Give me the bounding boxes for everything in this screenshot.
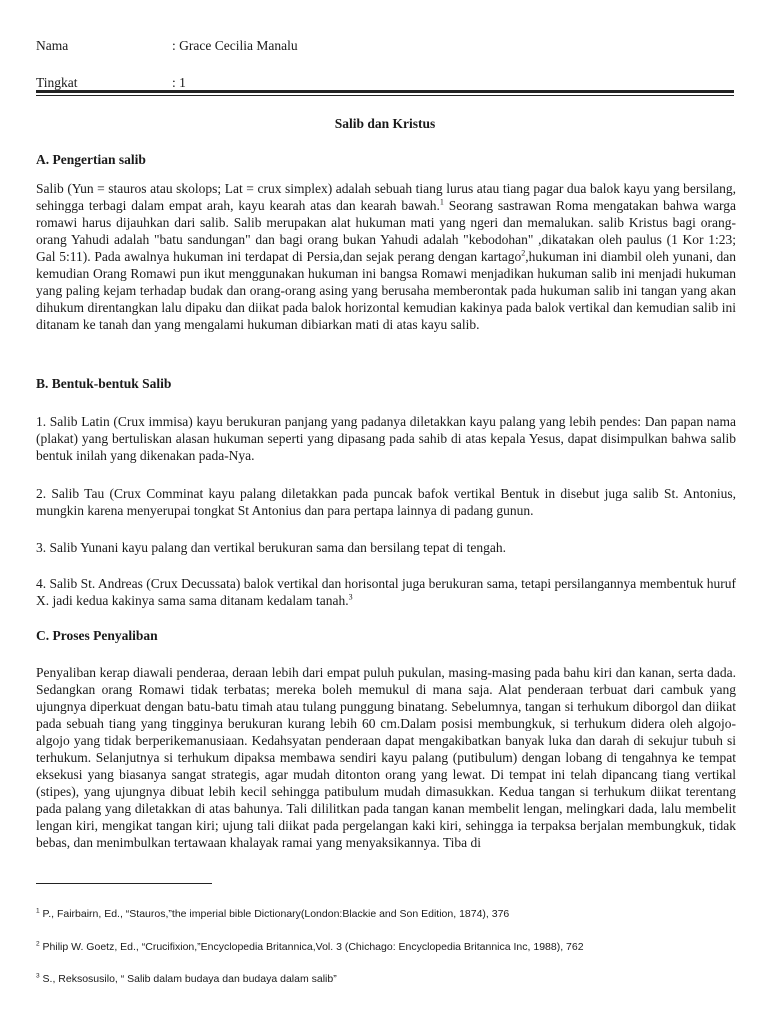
header-name-row (36, 38, 298, 54)
section-a-text-1: Salib (Yun = stauros atau skolops; Lat = crux simplex) adalah sebuah tiang lurus atau tiang pagar dua balok kayu yang bersilang, sehingga terbagi dalam empat arah, kayu kearah atas dan kearah bawah. (36, 181, 736, 213)
section-b-item-1: 1. Salib Latin (Crux immisa) kayu berukuran panjang yang padanya diletakkan kayu palang yang lebih pendes: Dan papan nama (plakat) yang bertuliskan alasan hukuman seperti yang dipasang pada sahib di atas kepala Yesus, dapat disimpulkan bahwa salib bentuk inilah yang dikenakan pada-Nya. (36, 414, 736, 463)
footnote-separator (36, 883, 212, 884)
header-rule-thin (36, 95, 734, 96)
section-a-paragraph (36, 180, 736, 333)
section-a-heading: A. Pengertian salib (36, 152, 146, 167)
footnote-2-number: 2 (36, 940, 40, 948)
document-title: Salib dan Kristus (334, 116, 436, 131)
footnote-2 (36, 941, 736, 953)
header-rule-thick (36, 90, 734, 93)
footnote-ref-3: 3 (348, 592, 353, 602)
footnote-3 (36, 973, 736, 985)
level-label: Tingkat (36, 75, 78, 90)
section-a-text-2: Seorang sastrawan Roma mengatakan bahwa warga romawi harus dijauhkan dari salib. Salib merupakan alat hukuman mati yang ngeri dan memalukan. salib Kristus bagi orang-orang Yahudi adalah "batu sandungan" dan bagi orang bukan Yahudi adalah "kebodohan" ,dikatakan oleh paulus (1 Kor 1:23; Gal 5:11). Pada awalnya hukuman ini terdapat di Persia,dan sejak perang dengan kartago (36, 198, 736, 264)
footnote-3-text: S., Reksosusilo, “ Salib dalam budaya dan budaya dalam salib” (39, 973, 337, 985)
footnote-3-number: 3 (36, 972, 40, 980)
footnote-ref-2: 2 (521, 248, 526, 258)
footnote-1-text: P., Fairbairn, Ed., “Stauros,”the imperial bible Dictionary(London:Blackie and Son Edition, 1874), 376 (39, 908, 510, 920)
section-b-item-3: 3. Salib Yunani kayu palang dan vertikal berukuran sama dan bersilang tepat di tengah. (36, 540, 506, 555)
header-level-row (36, 75, 186, 91)
name-value: : Grace Cecilia Manalu (172, 38, 298, 53)
section-b-item-4-text: 4. Salib St. Andreas (Crux Decussata) balok vertikal dan horisontal juga berukuran sama, tetapi persilangannya membentuk huruf X. jadi kedua kakinya sama sama ditanam kedalam tanah. (36, 576, 736, 608)
name-label: Nama (36, 38, 69, 53)
section-c-paragraph: Penyaliban kerap diawali penderaa, deraan lebih dari empat puluh pukulan, masing-masing pada bahu kiri dan kanan, serta dada. Sedangkan orang Romawi tidak terbatas; mereka boleh memukul di mana saja. Alat penderaan terbuat dari cambuk yang ujungnya diperkuat dengan batu-batu timah atau tulang punggung binatang. Sebelumnya, tangan si terhukum diborgol dan diikat pada sebuah tiang yang tingginya berukuran kurang lebih 60 cm.Dalam posisi membungkuk, si terhukum didera oleh algojo-algojo yang tidak berperikemanusiaan. Kedahsyatan penderaan dapat mengakibatkan banyak luka dan darah di sekujur tubuh si terhukum. Selanjutnya si terhukum dipaksa membawa sendiri kayu palang (putibulum) dengan lobang di tengahnya ke tempat eksekusi yang biasanya sangat strategis, agar mudah ditonton orang yang lewat. Di tempat ini telah dipancang tiang vertikal (stipes), yang ujungnya dibuat lebih kecil sehingga patibulum mudah dimasukkan. Kedua tangan si terhukum diikat terentang pada palang yang diletakkan di atas bahunya. Tali dililitkan pada tangan kanan membelit lengan, melingkari dada, lalu membelit lengan kiri, mengikat tangan kiri; ujung tali diikat pada pergelangan kaki kiri, sehingga ia terpaksa berjalan membungkuk, tidak bebas, dan menimbulkan tertawaan khalayak ramai yang menyaksikannya. Tiba di (36, 665, 736, 850)
footnote-1 (36, 908, 736, 920)
section-b-item-4 (36, 575, 736, 609)
section-c-heading: C. Proses Penyaliban (36, 628, 158, 643)
footnote-2-text: Philip W. Goetz, Ed., “Crucifixion,”Encyclopedia Britannica,Vol. 3 (Chichago: Encyclopedia Britannica Inc, 1988), 762 (39, 941, 584, 953)
footnote-1-number: 1 (36, 907, 40, 915)
section-b-item-2: 2. Salib Tau (Crux Comminat kayu palang diletakkan pada puncak bafok vertikal Bentuk in disebut juga salib St. Antonius, mungkin karena menyerupai tongkat St Antonius dan para pertapa lainnya di padang gunun. (36, 486, 736, 518)
level-value: : 1 (172, 75, 186, 90)
section-b-heading: B. Bentuk-bentuk Salib (36, 376, 172, 391)
section-a-text-3: ,hukuman ini diambil oleh yunani, dan kemudian Orang Romawi pun ikut menggunakan hukuman ini bangsa Romawi menjadikan hukuman salib ini menjadi hukuman yang paling kejam terhadap budak dan orang-orang asing yang berusaha memberontak pada hukuman salib ini tangan yang akan dihukum direntangkan lalu dipaku dan diikat pada balok horizontal kemudian kakinya pada balok vertikal dan kemudian salib ini ditanam ke tanah dan yang mengalami hukuman dibiarkan mati di atas kayu salib. (36, 249, 736, 332)
footnote-ref-1: 1 (439, 197, 444, 207)
